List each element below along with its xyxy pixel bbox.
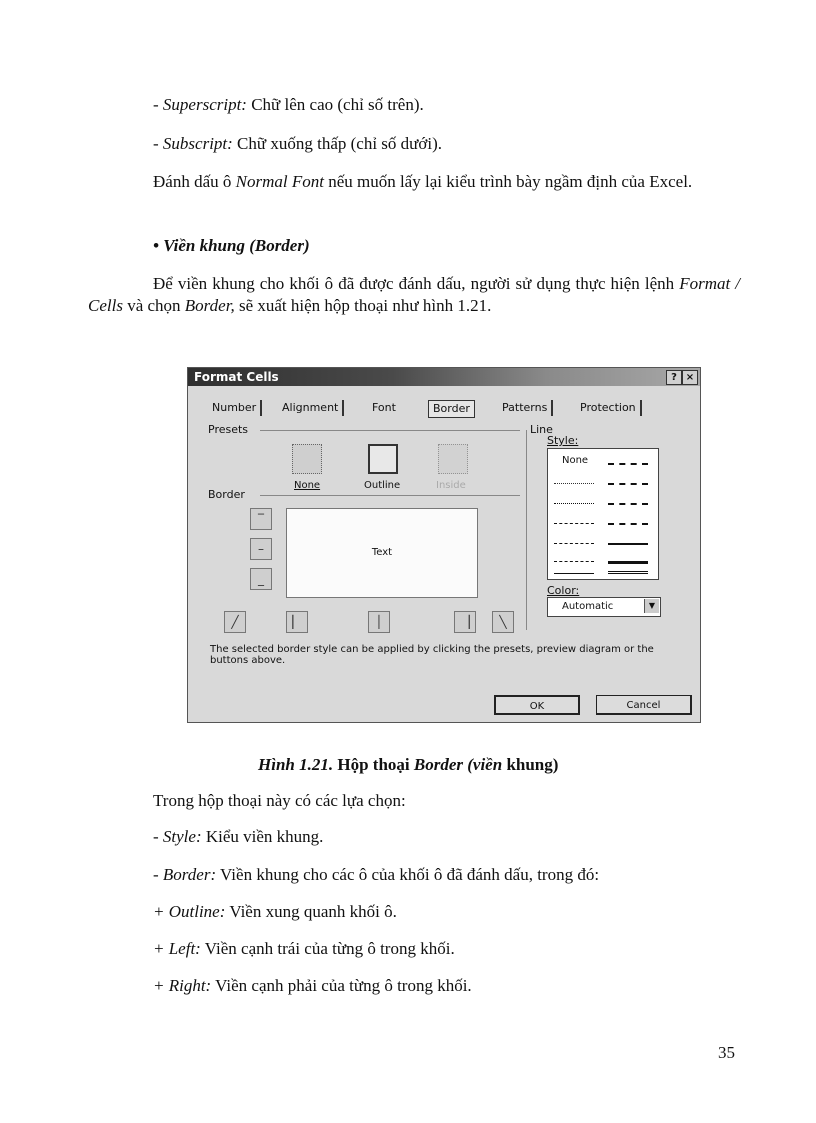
line-style: - Style: Kiểu viền khung. (153, 827, 324, 846)
border-middle-button[interactable]: – (250, 538, 272, 560)
format-cells-dialog (187, 367, 701, 723)
presets-label: Presets (208, 423, 249, 436)
style-slanted[interactable] (608, 483, 648, 485)
border-bottom-button[interactable]: _ (250, 568, 272, 590)
color-value: Automatic (562, 601, 614, 612)
style-medium-dashed[interactable] (608, 523, 648, 525)
color-select[interactable] (547, 597, 661, 617)
tab-border[interactable]: Border (428, 400, 475, 418)
page-number: 35 (718, 1043, 735, 1062)
preset-none-label: None (294, 480, 321, 491)
style-dotted[interactable] (554, 503, 594, 504)
line-border: - Border: Viền khung cho các ô của khối ô đã đánh dấu, trong đó: (153, 865, 600, 884)
style-medium[interactable] (608, 543, 648, 545)
style-thin[interactable] (554, 573, 594, 574)
close-button[interactable]: × (682, 370, 698, 385)
ok-button[interactable]: OK (494, 695, 580, 715)
diagonal-up-button[interactable]: ╱ (224, 611, 246, 633)
style-dash-dot-dot[interactable] (554, 523, 594, 524)
dialog-titlebar (188, 368, 700, 386)
preset-none-button[interactable] (292, 444, 322, 474)
line-label: Line (530, 423, 553, 436)
style-medium-dash-dot[interactable] (608, 503, 648, 505)
line-options-intro: Trong hộp thoại này có các lựa chọn: (153, 791, 406, 810)
line-normal-font: Đánh dấu ô Normal Font nếu muốn lấy lại kiểu trình bày ngầm định của Excel. (153, 172, 693, 191)
presets-divider (260, 430, 520, 431)
border-preview[interactable] (286, 508, 478, 598)
line-right: + Right: Viền cạnh phải của từng ô trong khối. (153, 976, 472, 995)
preset-inside-label: Inside (436, 480, 466, 491)
style-label: Style: (547, 434, 579, 447)
chevron-down-icon[interactable]: ▼ (644, 599, 659, 613)
help-button[interactable]: ? (666, 370, 682, 385)
tab-alignment[interactable]: Alignment (278, 400, 344, 416)
tab-number[interactable]: Number (208, 400, 262, 416)
style-hair[interactable] (554, 483, 594, 484)
line-group-divider (526, 430, 527, 630)
border-left-button[interactable]: ▏ (286, 611, 308, 633)
figure-caption: Hình 1.21. Hộp thoại Border (viền khung) (258, 755, 559, 774)
tab-font[interactable]: Font (372, 401, 396, 414)
style-double[interactable] (608, 571, 648, 574)
border-label: Border (208, 488, 245, 501)
style-list[interactable] (547, 448, 659, 580)
tab-protection[interactable]: Protection (576, 400, 642, 416)
line-left: + Left: Viền cạnh trái của từng ô trong khối. (153, 939, 455, 958)
line-outline: + Outline: Viền xung quanh khối ô. (153, 902, 397, 921)
line-subscript: - Subscript: Chữ xuống thấp (chỉ số dưới). (153, 134, 443, 153)
border-top-button[interactable]: ‾ (250, 508, 272, 530)
preset-inside-button[interactable] (438, 444, 468, 474)
style-none-label: None (562, 455, 589, 466)
diagonal-down-button[interactable]: ╲ (492, 611, 514, 633)
style-medium-dash-dot-dot[interactable] (608, 463, 648, 465)
style-thick[interactable] (608, 561, 648, 564)
style-dash-dot[interactable] (554, 543, 594, 544)
preset-outline-label: Outline (364, 480, 401, 491)
line-superscript: - Superscript: Chữ lên cao (chỉ số trên). (153, 95, 424, 114)
heading-border: • Viền khung (Border) (153, 236, 310, 255)
tab-patterns[interactable]: Patterns (498, 400, 553, 416)
border-right-button[interactable]: ▕ (454, 611, 476, 633)
preview-text: Text (371, 547, 393, 558)
style-dashed[interactable] (554, 561, 594, 562)
cancel-button[interactable]: Cancel (596, 695, 692, 715)
line-border-intro: Để viền khung cho khối ô đã được đánh dấu, người sử dụng thực hiện lệnh Format / Cells và chọn Border, sẽ xuất hiện hộp thoại như hình 1.21. (88, 274, 740, 315)
help-text: The selected border style can be applied by clicking the presets, preview diagram or the buttons above. (210, 644, 654, 666)
border-divider (260, 495, 520, 496)
border-center-button[interactable]: │ (368, 611, 390, 633)
dialog-title: Format Cells (194, 370, 279, 384)
preset-outline-button[interactable] (368, 444, 398, 474)
color-label: Color: (547, 584, 580, 597)
